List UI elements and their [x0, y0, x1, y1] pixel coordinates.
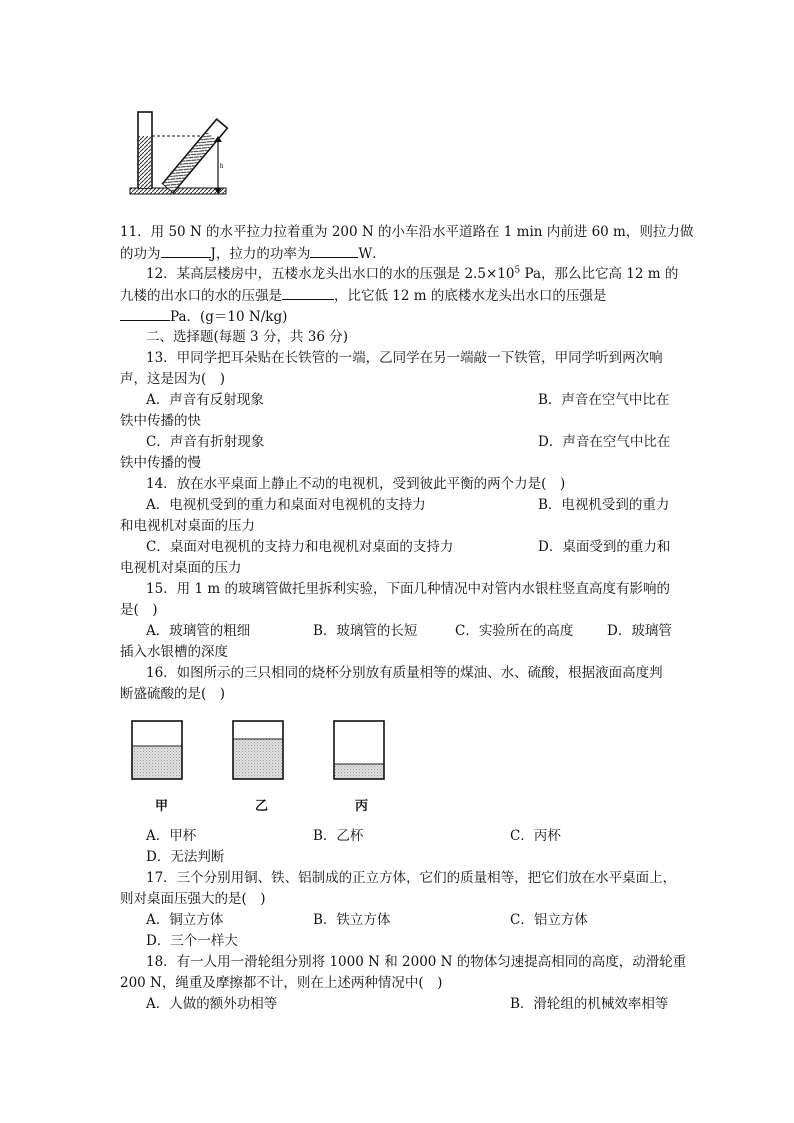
q13-line2: 声，这是因为( ): [120, 371, 226, 387]
beaker-label-bing: 丙: [355, 799, 369, 814]
q15-option-b: B．玻璃管的长短: [313, 623, 418, 639]
q13-option-a: A．声音有反射现象: [146, 392, 264, 408]
beaker-bing: [334, 721, 384, 779]
q16-option-d: D．无法判断: [146, 849, 225, 865]
q15-option-a: A．玻璃管的粗细: [146, 623, 251, 639]
q12-line1: 12．某高层楼房中，五楼水龙头出水口的水的压强是 $2.5\times 10^5$ Pa，那么比它高 12 m 的: [146, 265, 679, 282]
q11-line2: 的功为 J，拉力的功率为 W．: [120, 243, 676, 265]
q15-option-c: C．实验所在的高度: [455, 623, 574, 639]
q17-line1: 17．三个分别用铜、铁、铝制成的正立方体，它们的质量相等，把它们放在水平桌面上，: [146, 870, 677, 886]
q17-option-c: C．铝立方体: [510, 912, 588, 928]
q18-line1: 18．有一人用一滑轮组分别将 1000 N 和 2000 N 的物体匀速提高相同的高度，动滑轮重: [146, 954, 687, 970]
q17-line2: 则对桌面压强大的是( ): [120, 891, 266, 907]
q14-line1: 14．放在水平桌面上静止不动的电视机，受到彼此平衡的两个力是( ): [146, 476, 566, 492]
beaker-jia: [132, 721, 182, 779]
q15-option-d-cont: 插入水银槽的深度: [120, 644, 228, 660]
q15-line2: 是( ): [120, 602, 158, 618]
q16-line2: 断盛硫酸的是( ): [120, 686, 226, 702]
q13-option-d-cont: 铁中传播的慢: [120, 455, 201, 471]
q14-option-d: D．桌面受到的重力和: [538, 539, 671, 555]
q13-option-b: B．声音在空气中比在: [538, 392, 670, 408]
q16-line1: 16．如图所示的三只相同的烧杯分别放有质量相等的煤油、水、硫酸，根据液面高度判: [146, 665, 663, 681]
q13-option-c: C．声音有折射现象: [146, 434, 265, 450]
q14-option-a: A．电视机受到的重力和桌面对电视机的支持力: [146, 497, 426, 513]
q15-line1: 15．用 1 m 的玻璃管做托里拆利实验，下面几种情况中对管内水银柱竖直高度有影响的: [146, 581, 670, 597]
q17-option-a: A．铜立方体: [146, 912, 224, 928]
q17-option-b: B．铁立方体: [313, 912, 391, 928]
q12-line2: 九楼的出水口的水的压强是 ，比它低 12 m 的底楼水龙头出水口的压强是: [120, 285, 676, 307]
q18-line2: 200 N，绳重及摩擦都不计，则在上述两种情况中( ): [120, 975, 443, 991]
q14-option-b: B．电视机受到的重力: [538, 497, 670, 513]
q11-line1: 11．用 50 N 的水平拉力拉着重为 200 N 的小车沿水平道路在 1 min 内前进 60 m，则拉力做: [120, 224, 694, 240]
q12-line3: Pa．(g＝10 N/kg): [120, 306, 676, 328]
h-label: h: [220, 162, 224, 170]
beakers-figure: [128, 718, 388, 782]
beaker-label-yi: 乙: [255, 799, 269, 814]
q14-option-c: C．桌面对电视机的支持力和电视机对桌面的支持力: [146, 539, 454, 555]
q16-option-b: B．乙杯: [313, 828, 364, 844]
q18-option-b: B．滑轮组的机械效率相等: [510, 996, 669, 1012]
q13-line1: 13．甲同学把耳朵贴在长铁管的一端，乙同学在另一端敲一下铁管，甲同学听到两次响: [146, 350, 663, 366]
tube-figure: [128, 108, 230, 198]
q16-option-a: A．甲杯: [146, 828, 197, 844]
section-heading: 二、选择题(每题 3 分，共 36 分): [146, 329, 348, 345]
q16-option-c: C．丙杯: [510, 828, 561, 844]
q14-option-d-cont: 电视机对桌面的压力: [120, 560, 242, 576]
q13-option-b-cont: 铁中传播的快: [120, 413, 201, 429]
beaker-yi: [233, 721, 283, 779]
beaker-label-jia: 甲: [155, 799, 169, 814]
q13-option-d: D．声音在空气中比在: [538, 434, 671, 450]
q17-option-d: D．三个一样大: [146, 933, 238, 949]
q14-option-b-cont: 和电视机对桌面的压力: [120, 518, 255, 534]
q15-option-d: D．玻璃管: [607, 623, 672, 639]
q18-option-a: A．人做的额外功相等: [146, 996, 278, 1012]
